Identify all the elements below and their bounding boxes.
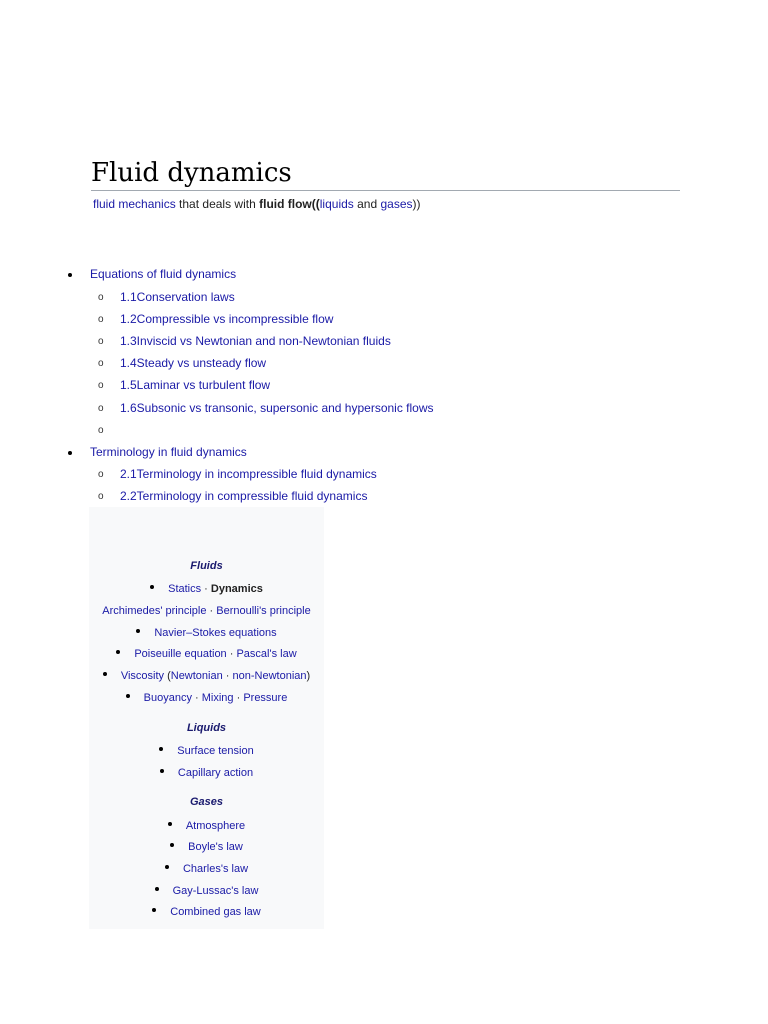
lead-close-parens: )) (412, 197, 421, 211)
link-poiseuille-equation[interactable]: Poiseuille equation (134, 648, 227, 660)
infobox-row-principles (89, 604, 324, 618)
toc-item-1-2[interactable]: 1.2Compressible vs incompressible flow (120, 312, 334, 326)
bullet (168, 822, 172, 826)
link-viscosity[interactable]: Viscosity (120, 670, 165, 682)
bullet (165, 865, 169, 869)
bullet (136, 629, 140, 633)
page-title: Fluid dynamics (91, 156, 680, 191)
open-bullet: o (98, 425, 104, 436)
infobox-row-viscosity (89, 669, 324, 683)
link-newtonian[interactable]: Newtonian (170, 670, 223, 682)
link-charles-law[interactable]: Charles's law (182, 863, 249, 875)
bullet (152, 908, 156, 912)
separator: · (222, 670, 233, 682)
link-navier-stokes[interactable]: Navier–Stokes equations (154, 627, 277, 639)
link-archimedes-principle[interactable]: Archimedes' principle (102, 605, 207, 617)
link-gases[interactable]: gases (380, 197, 413, 211)
bullet (103, 672, 107, 676)
bullet (170, 843, 174, 847)
toc-item-2-1[interactable]: 2.1Terminology in incompressible fluid dynamics (120, 467, 377, 481)
bullet (126, 694, 130, 698)
link-bernoulli-principle[interactable]: Bernoulli's principle (216, 605, 311, 617)
fluid-mechanics-infobox (89, 507, 324, 929)
link-gay-lussac-law[interactable]: Gay-Lussac's law (172, 885, 259, 897)
separator: · (233, 692, 244, 704)
bullet (160, 769, 164, 773)
bullet (155, 887, 159, 891)
link-atmosphere[interactable]: Atmosphere (185, 820, 246, 832)
toc-item-1-4[interactable]: 1.4Steady vs unsteady flow (120, 356, 267, 370)
open-bullet: o (98, 292, 104, 303)
separator: · (191, 692, 202, 704)
toc-item-1-1[interactable]: 1.1Conservation laws (120, 290, 235, 304)
infobox-row-boyles-law (89, 840, 324, 854)
link-combined-gas-law[interactable]: Combined gas law (170, 906, 261, 918)
open-bullet: o (98, 380, 104, 391)
link-surface-tension[interactable]: Surface tension (177, 745, 254, 757)
toc-item-1-3[interactable]: 1.3Inviscid vs Newtonian and non-Newtonian fluids (120, 334, 391, 348)
link-pressure[interactable]: Pressure (243, 692, 288, 704)
link-non-newtonian[interactable]: non-Newtonian (232, 670, 307, 682)
infobox-row-gay-lussac-law (89, 884, 324, 898)
open-bullet: o (98, 336, 104, 347)
infobox-row-capillary-action (89, 766, 324, 780)
link-fluid-mechanics[interactable]: fluid mechanics (93, 197, 176, 211)
toc-item-2-2[interactable]: 2.2Terminology in compressible fluid dynamics (120, 489, 368, 503)
infobox-row-surface-tension (89, 744, 324, 758)
link-mixing[interactable]: Mixing (201, 692, 234, 704)
infobox-row-buoyancy (89, 691, 324, 705)
infobox-row-charles-law (89, 862, 324, 876)
open-bullet: o (98, 358, 104, 369)
toc-section-equations[interactable]: Equations of fluid dynamics (90, 267, 237, 281)
open-bullet: o (98, 314, 104, 325)
link-pascals-law[interactable]: Pascal's law (236, 648, 297, 660)
toc-item-1-6[interactable]: 1.6Subsonic vs transonic, supersonic and hypersonic flows (120, 401, 434, 415)
link-capillary-action[interactable]: Capillary action (177, 767, 254, 779)
lead-sentence (93, 196, 421, 212)
paren-close: ) (306, 670, 311, 682)
bullet (68, 451, 72, 455)
lead-text-and: and (353, 197, 381, 211)
infobox-row-combined-gas-law (89, 905, 324, 919)
lead-bold-fluid-flow: fluid flow (259, 197, 312, 211)
open-bullet: o (98, 403, 104, 414)
infobox-heading-liquids: Liquids (186, 722, 227, 734)
bullet (150, 585, 154, 589)
separator: · (206, 605, 217, 617)
lead-text: that deals with (175, 197, 260, 211)
infobox-heading-gases: Gases (189, 796, 224, 808)
open-bullet: o (98, 469, 104, 480)
paren-open: ( (164, 670, 171, 682)
bullet (159, 747, 163, 751)
bullet (116, 650, 120, 654)
lead-open-parens: (( (311, 197, 320, 211)
bullet (68, 273, 72, 277)
infobox-row-atmosphere (89, 819, 324, 833)
infobox-row-statics-dynamics (89, 582, 324, 596)
separator: · (201, 583, 211, 595)
infobox-heading-fluids: Fluids (190, 560, 223, 572)
link-buoyancy[interactable]: Buoyancy (143, 692, 192, 704)
toc-item-1-5[interactable]: 1.5Laminar vs turbulent flow (120, 378, 271, 392)
current-dynamics: Dynamics (210, 583, 263, 595)
link-statics[interactable]: Statics (168, 583, 202, 595)
infobox-row-poiseuille-pascal (89, 647, 324, 661)
open-bullet: o (98, 491, 104, 502)
link-liquids[interactable]: liquids (319, 197, 354, 211)
infobox-row-navier-stokes (89, 626, 324, 640)
toc-section-terminology[interactable]: Terminology in fluid dynamics (90, 445, 247, 459)
separator: · (226, 648, 237, 660)
link-boyles-law[interactable]: Boyle's law (188, 841, 243, 853)
